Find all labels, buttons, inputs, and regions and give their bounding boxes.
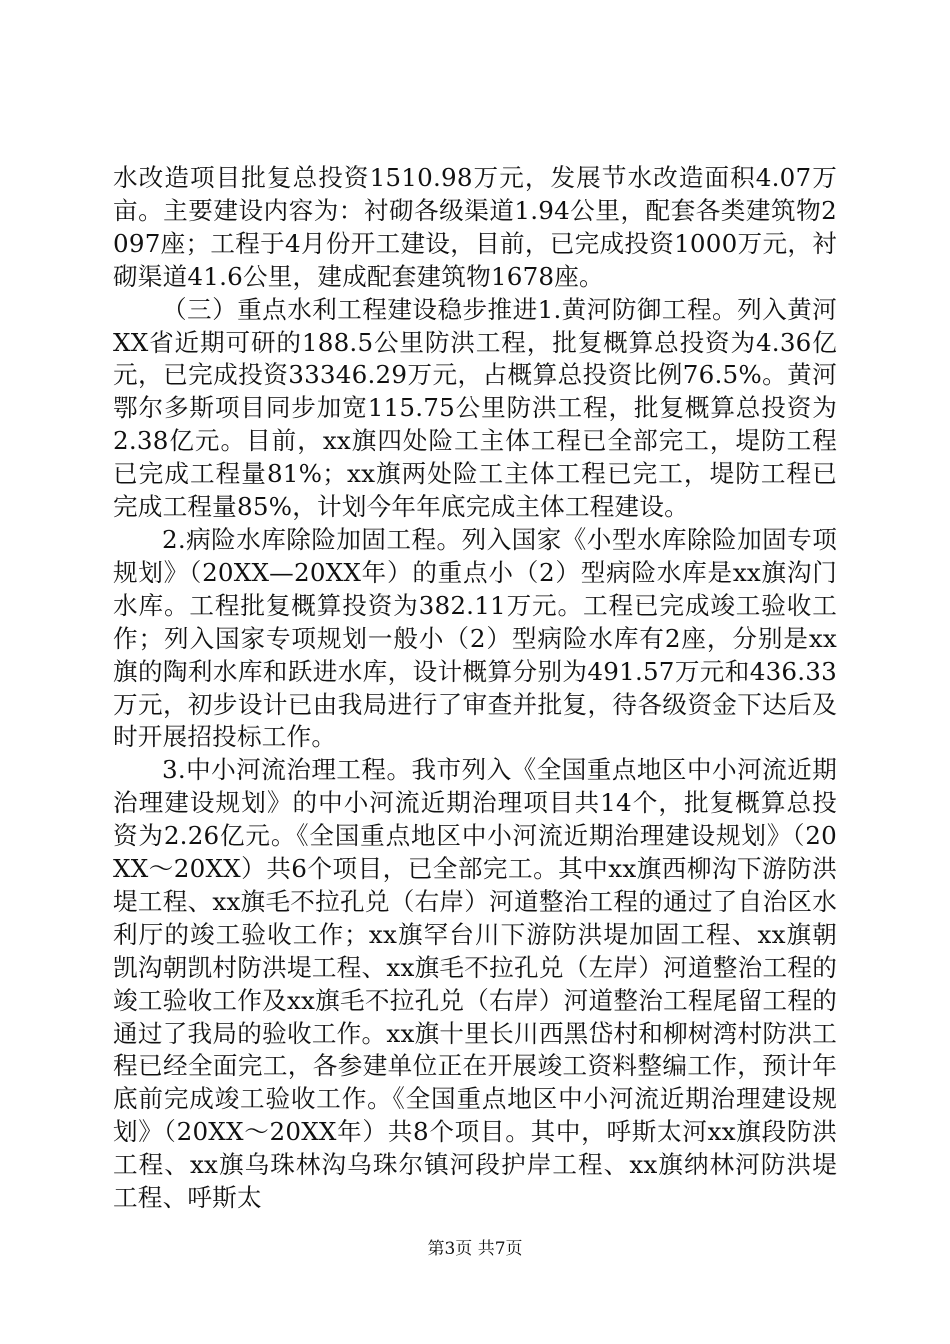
page-number-footer: 第3页 共7页: [427, 1239, 523, 1259]
paragraph-key-projects-yellow-river: （三）重点水利工程建设稳步推进1.黄河防御工程。列入黄河XX省近期可研的188.5公里防洪工程，批复概算总投资为4.36亿元，已完成投资33346.29万元，占概算总投资比例76.5%。黄河鄂尔多斯项目同步加宽115.75公里防洪工程，批复概算总投资为2.38亿元。目前，xx旗四处险工主体工程已全部完工，堤防工程已完成工程量81%；xx旗两处险工主体工程已完工，堤防工程已完成工程量85%，计划今年年底完成主体工程建设。: [113, 294, 837, 522]
paragraph-small-river-governance: 3.中小河流治理工程。我市列入《全国重点地区中小河流近期治理建设规划》的中小河流近期治理项目共14个，批复概算总投资为2.26亿元。《全国重点地区中小河流近期治理建设规划》（20XX～20XX）共6个项目，已全部完工。其中xx旗西柳沟下游防洪堤工程、xx旗毛不拉孔兑（右岸）河道整治工程的通过了自治区水利厅的竣工验收工作；xx旗罕台川下游防洪堤加固工程、xx旗朝凯沟朝凯村防洪堤工程、xx旗毛不拉孔兑（左岸）河道整治工程的竣工验收工作及xx旗毛不拉孔兑（右岸）河道整治工程尾留工程的通过了我局的验收工作。xx旗十里长川西黑岱村和柳树湾村防洪工程已经全面完工，各参建单位正在开展竣工资料整编工作，预计年底前完成竣工验收工作。《全国重点地区中小河流近期治理建设规划》（20XX～20XX年）共8个项目。其中，呼斯太河xx旗段防洪工程、xx旗乌珠林沟乌珠尔镇河段护岸工程、xx旗纳林河防洪堤工程、呼斯太: [113, 755, 837, 1213]
paragraph-irrigation-continuation: 水改造项目批复总投资1510.98万元，发展节水改造面积4.07万亩。主要建设内容为：衬砌各级渠道1.94公里，配套各类建筑物2097座；工程于4月份开工建设，目前，已完成投资1000万元，衬砌渠道41.6公里，建成配套建筑物1678座。: [113, 163, 837, 291]
paragraph-reservoir-reinforcement: 2.病险水库除险加固工程。列入国家《小型水库除险加固专项规划》（20XX—20XX年）的重点小（2）型病险水库是xx旗沟门水库。工程批复概算投资为382.11万元。工程已完成竣工验收工作；列入国家专项规划一般小（2）型病险水库有2座，分别是xx旗的陶利水库和跃进水库，设计概算分别为491.57万元和436.33万元，初步设计已由我局进行了审查并批复，待各级资金下达后及时开展招投标工作。: [113, 524, 838, 752]
document-body: [113, 162, 837, 1215]
